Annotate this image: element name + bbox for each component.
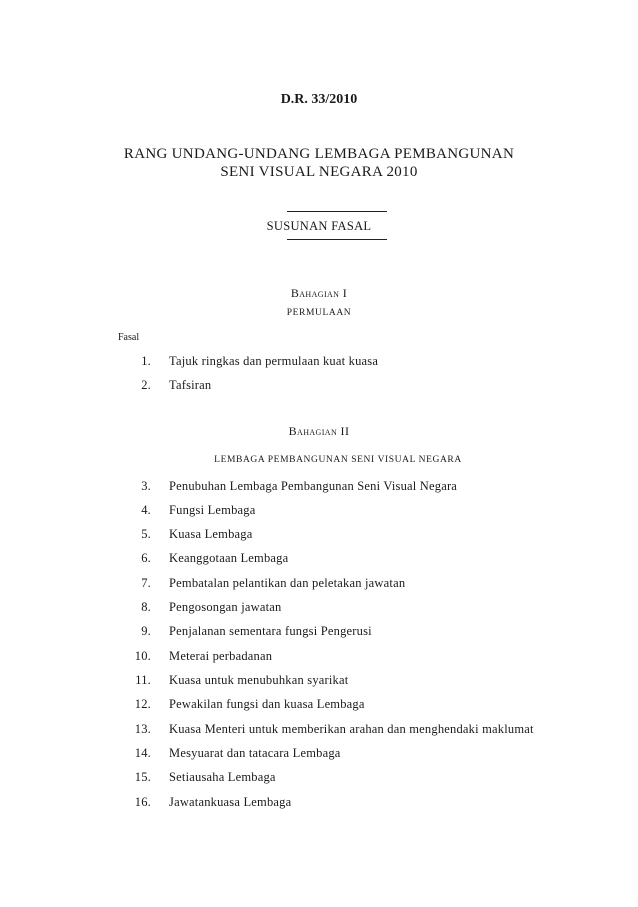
- section-number: 3.: [141, 479, 151, 493]
- heading-rule-top: [287, 211, 387, 212]
- section-title: Fungsi Lembaga: [169, 503, 256, 517]
- toc-heading: SUSUNAN FASAL: [266, 219, 372, 233]
- section-title: Penubuhan Lembaga Pembangunan Seni Visual Negara: [169, 479, 458, 493]
- section-number: 4.: [141, 503, 151, 517]
- part-2-label: Bahagian II: [288, 424, 350, 438]
- document-number: D.R. 33/2010: [280, 92, 358, 107]
- section-number: 13.: [134, 722, 151, 736]
- section-number: 11.: [135, 673, 151, 687]
- section-number: 15.: [134, 770, 151, 784]
- section-number: 12.: [134, 697, 151, 711]
- section-title: Penjalanan sementara fungsi Pengerusi: [169, 624, 372, 638]
- section-title: Meterai perbadanan: [169, 649, 273, 663]
- section-title: Kuasa Lembaga: [169, 527, 253, 541]
- section-number: 1.: [141, 354, 151, 368]
- section-title: Setiausaha Lembaga: [169, 770, 276, 784]
- part-1-label: Bahagian I: [290, 286, 348, 300]
- section-title: Pewakilan fungsi dan kuasa Lembaga: [169, 697, 365, 711]
- section-number: 8.: [141, 600, 151, 614]
- section-number: 16.: [134, 795, 151, 809]
- bill-title-line-1: RANG UNDANG-UNDANG LEMBAGA PEMBANGUNAN: [123, 146, 515, 162]
- section-title: Pembatalan pelantikan dan peletakan jawatan: [169, 576, 406, 590]
- section-number: 5.: [141, 527, 151, 541]
- part-2-title: LEMBAGA PEMBANGUNAN SENI VISUAL NEGARA: [214, 455, 462, 465]
- part-1-title: PERMULAAN: [286, 308, 352, 318]
- section-title: Tajuk ringkas dan permulaan kuat kuasa: [169, 354, 379, 368]
- section-title: Pengosongan jawatan: [169, 600, 282, 614]
- section-number: 7.: [141, 576, 151, 590]
- section-title: Tafsiran: [169, 378, 212, 392]
- heading-rule-bottom: [287, 239, 387, 240]
- section-number: 14.: [134, 746, 151, 760]
- section-column-label: Fasal: [118, 332, 140, 343]
- section-number: 6.: [141, 551, 151, 565]
- section-title: Keanggotaan Lembaga: [169, 551, 289, 565]
- bill-title-line-2: SENI VISUAL NEGARA 2010: [220, 164, 418, 180]
- section-title: Kuasa untuk menubuhkan syarikat: [169, 673, 349, 687]
- section-number: 10.: [134, 649, 151, 663]
- section-title: Jawatankuasa Lembaga: [169, 795, 292, 809]
- section-title: Kuasa Menteri untuk memberikan arahan dan menghendaki maklumat: [169, 722, 534, 736]
- section-title: Mesyuarat dan tatacara Lembaga: [169, 746, 341, 760]
- section-number: 9.: [141, 624, 151, 638]
- section-number: 2.: [141, 378, 151, 392]
